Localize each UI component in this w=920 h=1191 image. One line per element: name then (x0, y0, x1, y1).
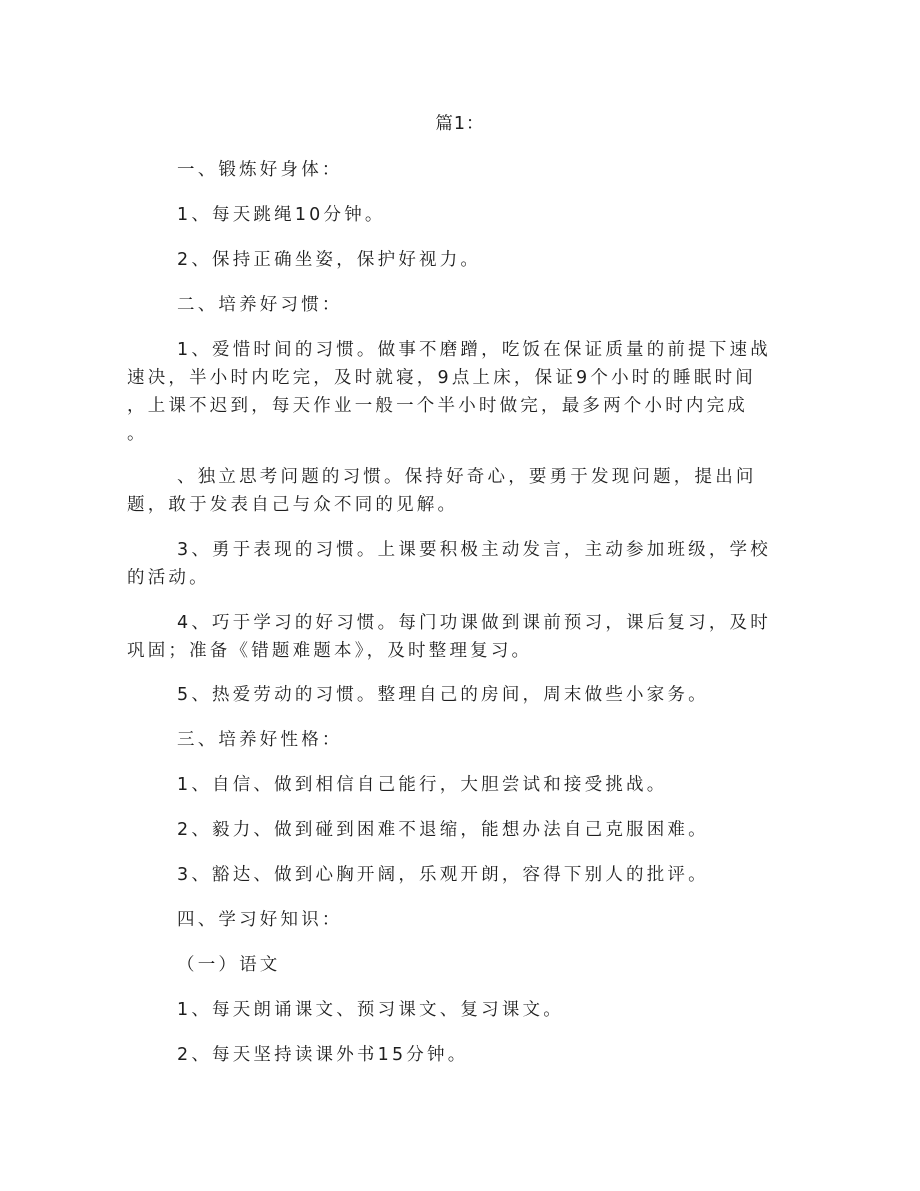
section-heading-character: 三、培养好性格： (177, 730, 343, 750)
section-heading-knowledge: 四、学习好知识： (177, 910, 343, 930)
paragraph-line: 5、热爱劳动的习惯。整理自己的房间，周末做些小家务。 (177, 685, 709, 705)
list-item: 1、自信、做到相信自己能行，大胆尝试和接受挑战。 (177, 775, 668, 795)
list-item: 2、毅力、做到碰到困难不退缩，能想办法自己克服困难。 (177, 820, 709, 840)
section-heading-habits: 二、培养好习惯： (177, 295, 343, 315)
list-item: 2、每天坚持读课外书15分钟。 (177, 1045, 469, 1065)
list-item: 1、每天朗诵课文、预习课文、复习课文。 (177, 1000, 564, 1020)
document-title: 篇1： (435, 114, 485, 134)
paragraph-line: 4、巧于学习的好习惯。每门功课做到课前预习，课后复习，及时 (177, 613, 771, 633)
paragraph-line: 。 (127, 424, 148, 444)
paragraph-line: ，上课不迟到，每天作业一般一个半小时做完，最多两个小时内完成 (127, 396, 748, 416)
paragraph-line: 巩固；准备《错题难题本》，及时整理复习。 (127, 641, 533, 661)
list-item: 2、保持正确坐姿，保护好视力。 (177, 250, 482, 270)
section-heading-exercise: 一、锻炼好身体： (177, 160, 343, 180)
paragraph-line: 、独立思考问题的习惯。保持好奇心，要勇于发现问题，提出问 (177, 467, 757, 487)
paragraph-line: 的活动。 (127, 568, 210, 588)
list-item: 1、每天跳绳10分钟。 (177, 205, 386, 225)
paragraph-line: 1、爱惜时间的习惯。做事不磨蹭，吃饭在保证质量的前提下速战 (177, 340, 771, 360)
paragraph-line: 速决，半小时内吃完，及时就寝，9点上床，保证9个小时的睡眠时间 (127, 368, 756, 388)
paragraph-line: 3、勇于表现的习惯。上课要积极主动发言，主动参加班级，学校 (177, 540, 771, 560)
paragraph-line: 题，敢于发表自己与众不同的见解。 (127, 495, 459, 515)
subsection-heading-chinese: （一）语文 (177, 955, 281, 975)
list-item: 3、豁达、做到心胸开阔，乐观开朗，容得下别人的批评。 (177, 865, 709, 885)
